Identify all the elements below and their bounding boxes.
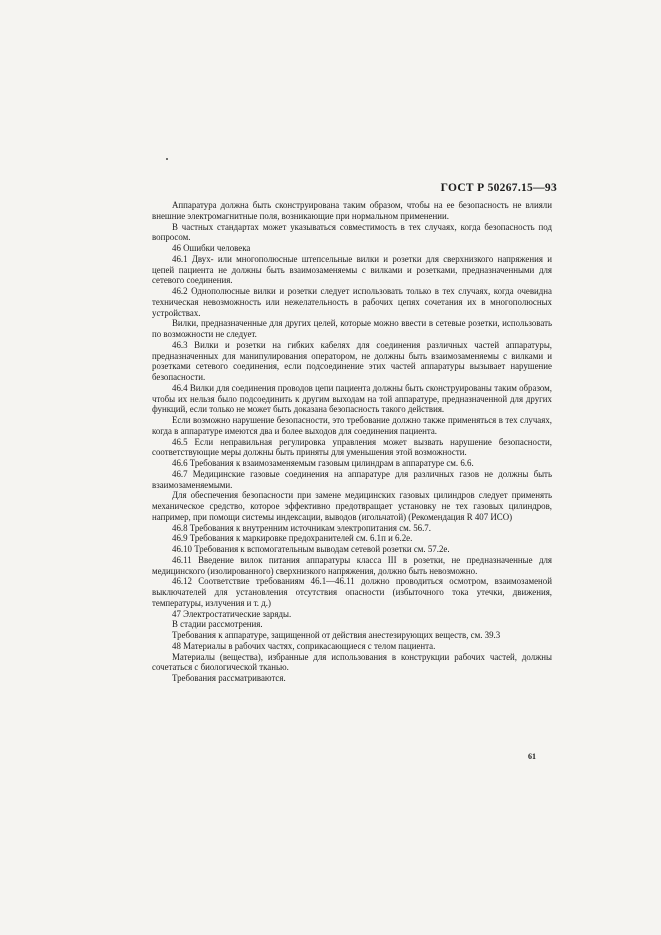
paragraph: Материалы (вещества), избранные для использования в конструкции рабочих частей, должны сочетаться с биологической тканью. — [152, 651, 552, 673]
paragraph: В частных стандартах может указываться совместимость в тех случаях, когда безопасность под вопросом. — [152, 221, 552, 243]
paragraph: 46.7 Медицинские газовые соединения на аппаратуре для различных газов не должны быть взаимозаменяемыми. — [152, 468, 552, 490]
paragraph: Требования к аппаратуре, защищенной от действия анестезирующих веществ, см. 39.3 — [172, 630, 501, 640]
page-number: 61 — [528, 752, 536, 761]
document-body — [152, 200, 552, 684]
paragraph: 46.4 Вилки для соединения проводов цепи пациента должны быть сконструированы таким образом, чтобы их нельзя было подсоединить к другим выходам на той аппаратуре, предназначенной для других функций, если только не может быть доказана безопасность такого действия. — [152, 382, 552, 415]
paragraph: Требования рассматриваются. — [172, 673, 286, 683]
section-heading: 47 Электростатические заряды. — [172, 608, 292, 619]
paragraph: 46.1 Двух- или многополюсные штепсельные вилки и розетки для сверхнизкого напряжения и цепей пациента не должны быть взаимозаменяемы с вилками и розетками, предназначенными для сетевого соединения. — [152, 253, 552, 286]
paragraph: 46.8 Требования к внутренним источникам электропитания см. 56.7. — [172, 522, 431, 533]
paragraph: 46.11 Введение вилок питания аппаратуры класса III в розетки, не предназначенные для медицинского (изолированного) сверхнизкого напряжения, должно быть невозможно. — [152, 554, 552, 576]
paragraph: 46.6 Требования к взаимозаменяемым газовым цилиндрам в аппаратуре см. 6.6. — [172, 458, 474, 468]
section-heading: 46 Ошибки человека — [172, 243, 251, 253]
paragraph: Аппаратура должна быть сконструирована таким образом, чтобы на ее безопасность не влияли внешние электромагнитные поля, возникающие при нормальном применении. — [152, 200, 552, 221]
paragraph: 46.10 Требования к вспомогательным выводам сетевой розетки см. 57.2е. — [172, 544, 450, 554]
standard-code-header: ГОСТ Р 50267.15—93 — [440, 182, 557, 194]
paragraph: 46.3 Вилки и розетки на гибких кабелях для соединения различных частей аппаратуры, предназначенных для манипулирования оператором, не должны быть взаимозаменяемы с вилками и розетками сетевого соединения, если подсоединение этих частей аппаратуры вызывает нарушение безопасности. — [152, 339, 552, 382]
paragraph: 46.2 Однополюсные вилки и розетки следует использовать только в тех случаях, когда очевидна техническая невозможность или нежелательность в рабочих цепях сочетания их в многополюсных устройствах. — [152, 286, 552, 318]
section-heading: 48 Материалы в рабочих частях, соприкасающиеся с телом пациента. — [172, 640, 436, 651]
paragraph: 46.9 Требования к маркировке предохранителей см. 6.1п и 6.2е. — [172, 533, 413, 544]
paragraph: В стадии рассмотрения. — [172, 619, 263, 630]
paragraph: Вилки, предназначенные для других целей, которые можно ввести в сетевые розетки, использовать по возможности не следует. — [152, 318, 552, 339]
paragraph: 46.12 Соответствие требованиям 46.1—46.11 должно проводиться осмотром, взаимозаменой выключателей для установления отсутствия опасности (избыточного тока утечки, движения, температуры, излучения и т. д.) — [152, 576, 552, 608]
paragraph: 46.5 Если неправильная регулировка управления может вызвать нарушение безопасности, соответствующие меры должны быть приняты для уменьшения этой возможности. — [152, 436, 552, 458]
paragraph: Для обеспечения безопасности при замене медицинских газовых цилиндров следует применять механическое средство, которое эффективно предотвращает установку не тех газовых цилиндров, например, при помощи системы индексации, выводов (игольчатой) (Рекомендация R 407 ИСО) — [152, 490, 552, 522]
stray-mark — [166, 158, 168, 160]
paragraph: Если возможно нарушение безопасности, это требование должно также применяться в тех случаях, когда в аппаратуре имеются два и более выходов для соединения пациента. — [152, 415, 552, 436]
